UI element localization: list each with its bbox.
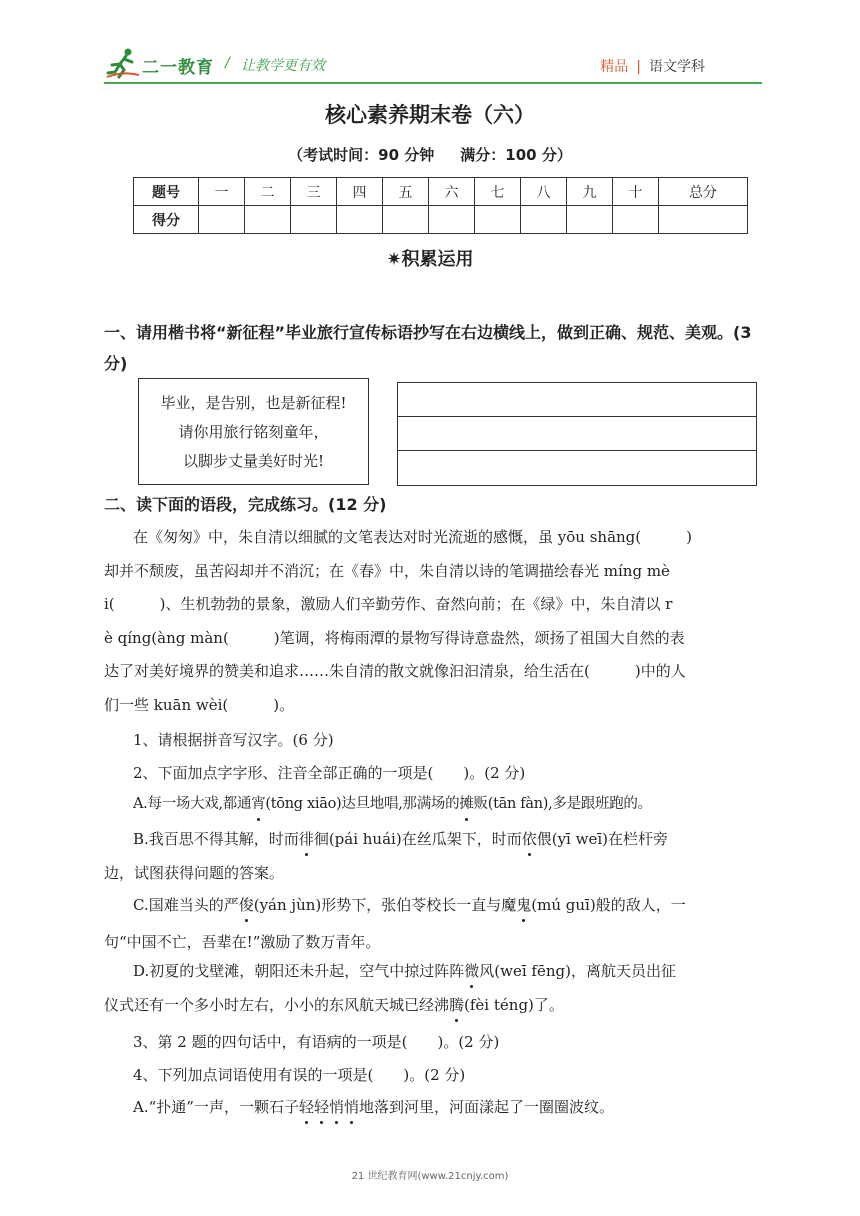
option-text: D.初夏的戈壁滩，朝阳还未升起，空气中掠过阵阵 <box>133 962 465 980</box>
runner-logo-icon <box>106 47 140 79</box>
option-text: 地落到河里，河面漾起了一圈圈波纹。 <box>359 1098 615 1116</box>
dotted-char: 徘 <box>298 830 314 848</box>
page-footer: 21 世纪教育网(www.21cnjy.com) <box>351 1171 509 1182</box>
column-header: 三 <box>291 178 337 206</box>
option-c-cont: 句“中国不亡，吾辈在!”激励了数万青年。 <box>104 933 381 951</box>
passage-line: è qíng(àng màn( )笔调，将梅雨潭的景物写得诗意盎然，颂扬了祖国大自然的表 <box>104 629 685 647</box>
section-title: ✷积累运用 <box>386 249 474 270</box>
option-b-cont: 边，试图获得问题的答案。 <box>104 864 285 882</box>
option-d-cont <box>104 994 564 1016</box>
score-cell[interactable] <box>613 206 659 234</box>
slogan-line: 以脚步丈量美好时光! <box>182 452 325 470</box>
dotted-char: 悄 <box>328 1098 344 1116</box>
option-text: (yán jùn)形势下，张伯苓校长一直与魔 <box>253 896 517 914</box>
passage-line: 却并不颓废，虽苦闷却并不消沉；在《春》中，朱自清以诗的笔调描绘春光 míng mè <box>104 562 670 580</box>
option-a <box>133 793 652 815</box>
option-c <box>133 894 686 916</box>
score-cell[interactable] <box>567 206 613 234</box>
option-text: A.每一场大戏,都通 <box>133 796 252 812</box>
dotted-char: 宵 <box>251 793 265 815</box>
column-header: 七 <box>475 178 521 206</box>
copy-line[interactable] <box>398 417 756 451</box>
copy-lines-box <box>397 382 757 486</box>
quality-tag: 精品 <box>600 59 629 75</box>
exam-time: （考试时间：90 分钟 <box>288 146 435 164</box>
option-text: B.我百思不得其解，时而 <box>133 830 299 848</box>
column-header: 九 <box>567 178 613 206</box>
score-cell[interactable] <box>383 206 429 234</box>
dotted-char: 腾 <box>449 996 465 1014</box>
slogan-line: 毕业，是告别，也是新征程! <box>160 394 347 412</box>
score-label: 得分 <box>134 206 199 234</box>
column-header: 五 <box>383 178 429 206</box>
score-cell[interactable] <box>521 206 567 234</box>
dotted-char: 鬼 <box>516 896 532 914</box>
score-cell[interactable] <box>245 206 291 234</box>
header-tags <box>600 56 705 76</box>
header-slash: / <box>225 55 230 71</box>
option-d <box>133 960 676 982</box>
dotted-char: 微 <box>464 962 480 980</box>
copy-line[interactable] <box>398 451 756 485</box>
dotted-char: 俊 <box>238 896 254 914</box>
page-header <box>0 0 860 90</box>
column-header: 总分 <box>659 178 748 206</box>
question-1: 一、请用楷书将“新征程”毕业旅行宣传标语抄写在右边横线上，做到正确、规范、美观。(3 分) <box>104 323 752 373</box>
brand-slogan: 让教学更有效 <box>241 58 325 74</box>
column-header: 八 <box>521 178 567 206</box>
passage-line: 达了对美好境界的赞美和追求……朱自清的散文就像汩汩清泉，给生活在( )中的人 <box>104 662 686 680</box>
tag-separator: | <box>636 59 641 75</box>
question-number-label: 题号 <box>134 178 199 206</box>
score-table <box>133 177 748 234</box>
option-text: A.“扑通”一声，一颗石子 <box>133 1098 299 1116</box>
score-table-header-row <box>134 178 748 206</box>
score-cell[interactable] <box>337 206 383 234</box>
column-header: 十 <box>613 178 659 206</box>
passage-line: 在《匆匆》中，朱自清以细腻的文笔表达对时光流逝的感慨，虽 yōu shāng( ) <box>133 528 692 546</box>
option-text: (fèi téng)了。 <box>464 996 564 1014</box>
slogan-box <box>138 378 369 485</box>
header-divider <box>104 82 762 84</box>
score-table-score-row <box>134 206 748 234</box>
sub-question-4: 4、下列加点词语使用有误的一项是( )。(2 分) <box>133 1066 466 1084</box>
option-text: (tōng xiāo)达旦地唱,那满场的 <box>265 796 460 812</box>
slogan-line: 请你用旅行铭刻童年， <box>178 423 329 441</box>
brand-name: 二一教育 <box>142 58 214 78</box>
option-text: C.国难当头的严 <box>133 896 239 914</box>
passage-line: 们一些 kuān wèi( )。 <box>104 696 295 714</box>
subject-tag: 语文学科 <box>649 59 705 75</box>
sub-question-2: 2、下面加点字字形、注音全部正确的一项是( )。(2 分) <box>133 764 526 782</box>
copy-line[interactable] <box>398 383 756 417</box>
column-header: 六 <box>429 178 475 206</box>
dotted-char: 悄 <box>344 1098 360 1116</box>
dotted-char: 依 <box>521 830 537 848</box>
passage-line: i( )、生机勃勃的景象，激励人们辛勤劳作、奋然向前；在《绿》中，朱自清以 r <box>104 595 673 613</box>
score-cell[interactable] <box>291 206 337 234</box>
score-cell[interactable] <box>475 206 521 234</box>
score-cell[interactable] <box>659 206 748 234</box>
option-text: 徊(pái huái)在丝瓜架下，时而 <box>313 830 522 848</box>
exam-full-score: 满分：100 分） <box>460 146 572 164</box>
option-b <box>133 828 668 850</box>
option-text: 偎(yī weī)在栏杆旁 <box>536 830 668 848</box>
sub-question-4-option-a <box>133 1096 614 1118</box>
exam-subtitle <box>0 144 860 165</box>
option-text: (mú guī)般的敌人，一 <box>531 896 686 914</box>
score-cell[interactable] <box>429 206 475 234</box>
option-text: 仪式还有一个多小时左右，小小的东风航天城已经沸 <box>104 996 450 1014</box>
column-header: 四 <box>337 178 383 206</box>
question-2: 二、读下面的语段，完成练习。(12 分) <box>104 495 387 514</box>
dotted-char: 摊 <box>459 793 473 815</box>
dotted-char: 轻 <box>298 1098 314 1116</box>
column-header: 二 <box>245 178 291 206</box>
score-cell[interactable] <box>199 206 245 234</box>
dotted-char: 轻 <box>313 1098 329 1116</box>
exam-title: 核心素养期末卷（六） <box>325 103 535 127</box>
sub-question-3: 3、第 2 题的四句话中，有语病的一项是( )。(2 分) <box>133 1033 500 1051</box>
column-header: 一 <box>199 178 245 206</box>
option-text: 风(weī fēng)，离航天员出征 <box>479 962 676 980</box>
sub-question-1: 1、请根据拼音写汉字。(6 分) <box>133 731 334 749</box>
option-text: 贩(tān fàn),多是跟班跑的。 <box>473 796 652 812</box>
